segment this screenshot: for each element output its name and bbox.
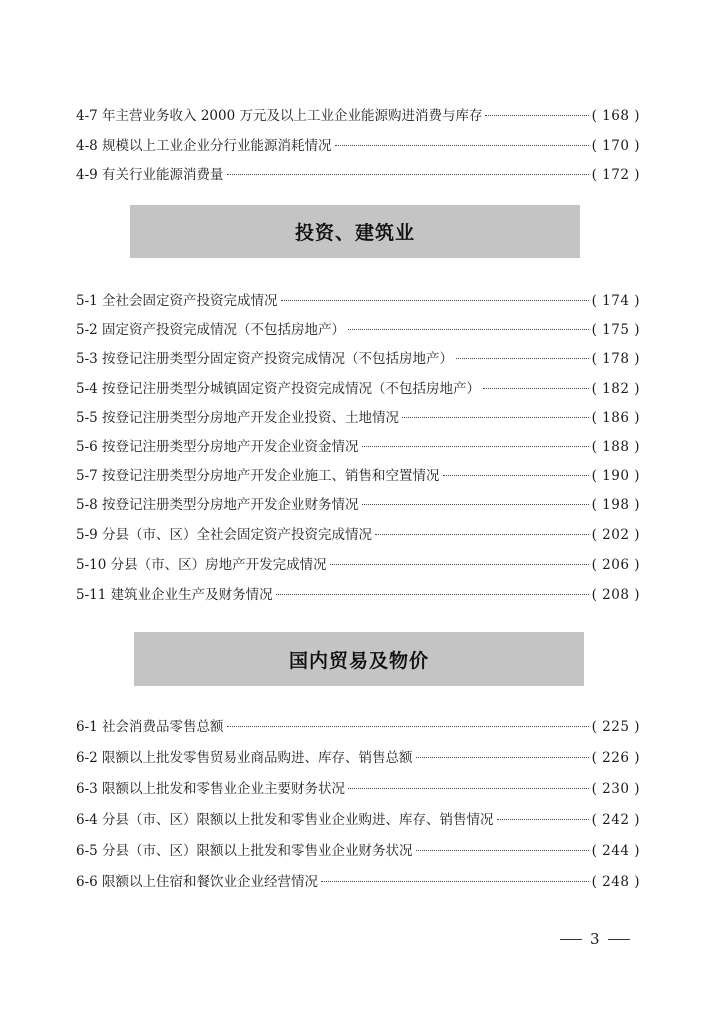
toc-entry-label: 4-7 年主营业务收入 2000 万元及以上工业企业能源购进消费与库存 (76, 108, 483, 124)
toc-entry-page: ( 168 ) (591, 108, 640, 124)
leader-dots (497, 819, 589, 820)
toc-entry-page: ( 186 ) (591, 410, 640, 426)
toc-entry-page: ( 174 ) (591, 293, 640, 309)
page-footer (560, 930, 660, 948)
toc-entry-6-2[interactable] (76, 746, 640, 766)
toc-entry-5-7[interactable] (76, 464, 640, 484)
leader-dots (227, 726, 589, 727)
toc-entry-5-4[interactable] (76, 377, 640, 397)
toc-entry-label: 5-8 按登记注册类型分房地产开发企业财务情况 (76, 497, 359, 513)
toc-entry-5-1[interactable] (76, 289, 640, 309)
leader-dots (281, 300, 589, 301)
leader-dots (416, 850, 589, 851)
leader-dots (402, 417, 589, 418)
toc-entry-page: ( 188 ) (591, 439, 640, 455)
section-title: 投资、建筑业 (294, 222, 415, 244)
leader-dots (276, 594, 589, 595)
leader-dots (227, 174, 589, 175)
toc-entry-label: 5-2 固定资产投资完成情况（不包括房地产） (76, 322, 346, 338)
toc-entry-5-11[interactable] (76, 583, 640, 603)
section-banner-investment (130, 205, 580, 258)
toc-entry-label: 6-2 限额以上批发零售贸易业商品购进、库存、销售总额 (76, 750, 413, 766)
toc-entry-page: ( 190 ) (591, 468, 640, 484)
toc-entry-page: ( 226 ) (591, 750, 640, 766)
toc-entry-label: 5-5 按登记注册类型分房地产开发企业投资、土地情况 (76, 410, 400, 426)
toc-entry-label: 4-8 规模以上工业企业分行业能源消耗情况 (76, 138, 332, 154)
toc-entry-page: ( 172 ) (591, 167, 640, 183)
toc-entry-5-5[interactable] (76, 406, 640, 426)
toc-entry-label: 5-1 全社会固定资产投资完成情况 (76, 293, 278, 309)
leader-dots (362, 504, 589, 505)
toc-entry-label: 5-10 分县（市、区）房地产开发完成情况 (76, 557, 327, 573)
leader-dots (375, 534, 589, 535)
toc-entry-page: ( 182 ) (591, 381, 640, 397)
toc-entry-label: 5-11 建筑业企业生产及财务情况 (76, 587, 273, 603)
leader-dots (330, 564, 589, 565)
leader-dots (335, 145, 589, 146)
toc-entry-page: ( 170 ) (591, 138, 640, 154)
page-number: 3 (590, 930, 600, 948)
footer-dash-right (608, 939, 630, 940)
leader-dots (348, 788, 589, 789)
leader-dots (321, 881, 589, 882)
toc-entry-page: ( 175 ) (591, 322, 640, 338)
toc-entry-5-10[interactable] (76, 553, 640, 573)
toc-entry-label: 6-5 分县（市、区）限额以上批发和零售业企业财务状况 (76, 843, 413, 859)
toc-entry-4-8[interactable] (76, 134, 640, 154)
toc-entry-6-6[interactable] (76, 870, 640, 890)
toc-entry-page: ( 202 ) (591, 527, 640, 543)
leader-dots (443, 475, 589, 476)
toc-entry-label: 6-6 限额以上住宿和餐饮业企业经营情况 (76, 874, 319, 890)
leader-dots (348, 329, 589, 330)
toc-entry-page: ( 206 ) (591, 557, 640, 573)
leader-dots (416, 757, 589, 758)
toc-entry-label: 6-4 分县（市、区）限额以上批发和零售业企业购进、库存、销售情况 (76, 812, 494, 828)
toc-entry-page: ( 230 ) (591, 781, 640, 797)
toc-entry-label: 5-3 按登记注册类型分固定资产投资完成情况（不包括房地产） (76, 351, 454, 367)
toc-entry-6-3[interactable] (76, 777, 640, 797)
toc-entry-page: ( 244 ) (591, 843, 640, 859)
toc-entry-label: 6-1 社会消费品零售总额 (76, 719, 224, 735)
toc-entry-page: ( 208 ) (591, 587, 640, 603)
toc-entry-label: 5-6 按登记注册类型分房地产开发企业资金情况 (76, 439, 359, 455)
leader-dots (483, 388, 589, 389)
section-banner-trade (134, 632, 584, 686)
toc-entry-label: 5-7 按登记注册类型分房地产开发企业施工、销售和空置情况 (76, 468, 440, 484)
toc-entry-6-5[interactable] (76, 839, 640, 859)
section-title: 国内贸易及物价 (288, 649, 429, 672)
toc-entry-label: 5-4 按登记注册类型分城镇固定资产投资完成情况（不包括房地产） (76, 381, 481, 397)
toc-entry-4-9[interactable] (76, 163, 640, 183)
toc-entry-5-3[interactable] (76, 347, 640, 367)
toc-entry-5-9[interactable] (76, 523, 640, 543)
toc-entry-5-2[interactable] (76, 318, 640, 338)
toc-entry-6-1[interactable] (76, 715, 640, 735)
toc-entry-4-7[interactable] (76, 104, 640, 124)
toc-entry-label: 4-9 有关行业能源消费量 (76, 167, 224, 183)
toc-entry-label: 5-9 分县（市、区）全社会固定资产投资完成情况 (76, 527, 373, 543)
toc-entry-page: ( 225 ) (591, 719, 640, 735)
leader-dots (456, 358, 589, 359)
toc-entry-5-8[interactable] (76, 493, 640, 513)
leader-dots (362, 446, 589, 447)
toc-entry-page: ( 242 ) (591, 812, 640, 828)
toc-entry-5-6[interactable] (76, 435, 640, 455)
toc-entry-page: ( 248 ) (591, 874, 640, 890)
toc-entry-6-4[interactable] (76, 808, 640, 828)
toc-entry-page: ( 198 ) (591, 497, 640, 513)
footer-dash-left (560, 939, 582, 940)
leader-dots (485, 115, 588, 116)
toc-entry-label: 6-3 限额以上批发和零售业企业主要财务状况 (76, 781, 346, 797)
toc-entry-page: ( 178 ) (591, 351, 640, 367)
